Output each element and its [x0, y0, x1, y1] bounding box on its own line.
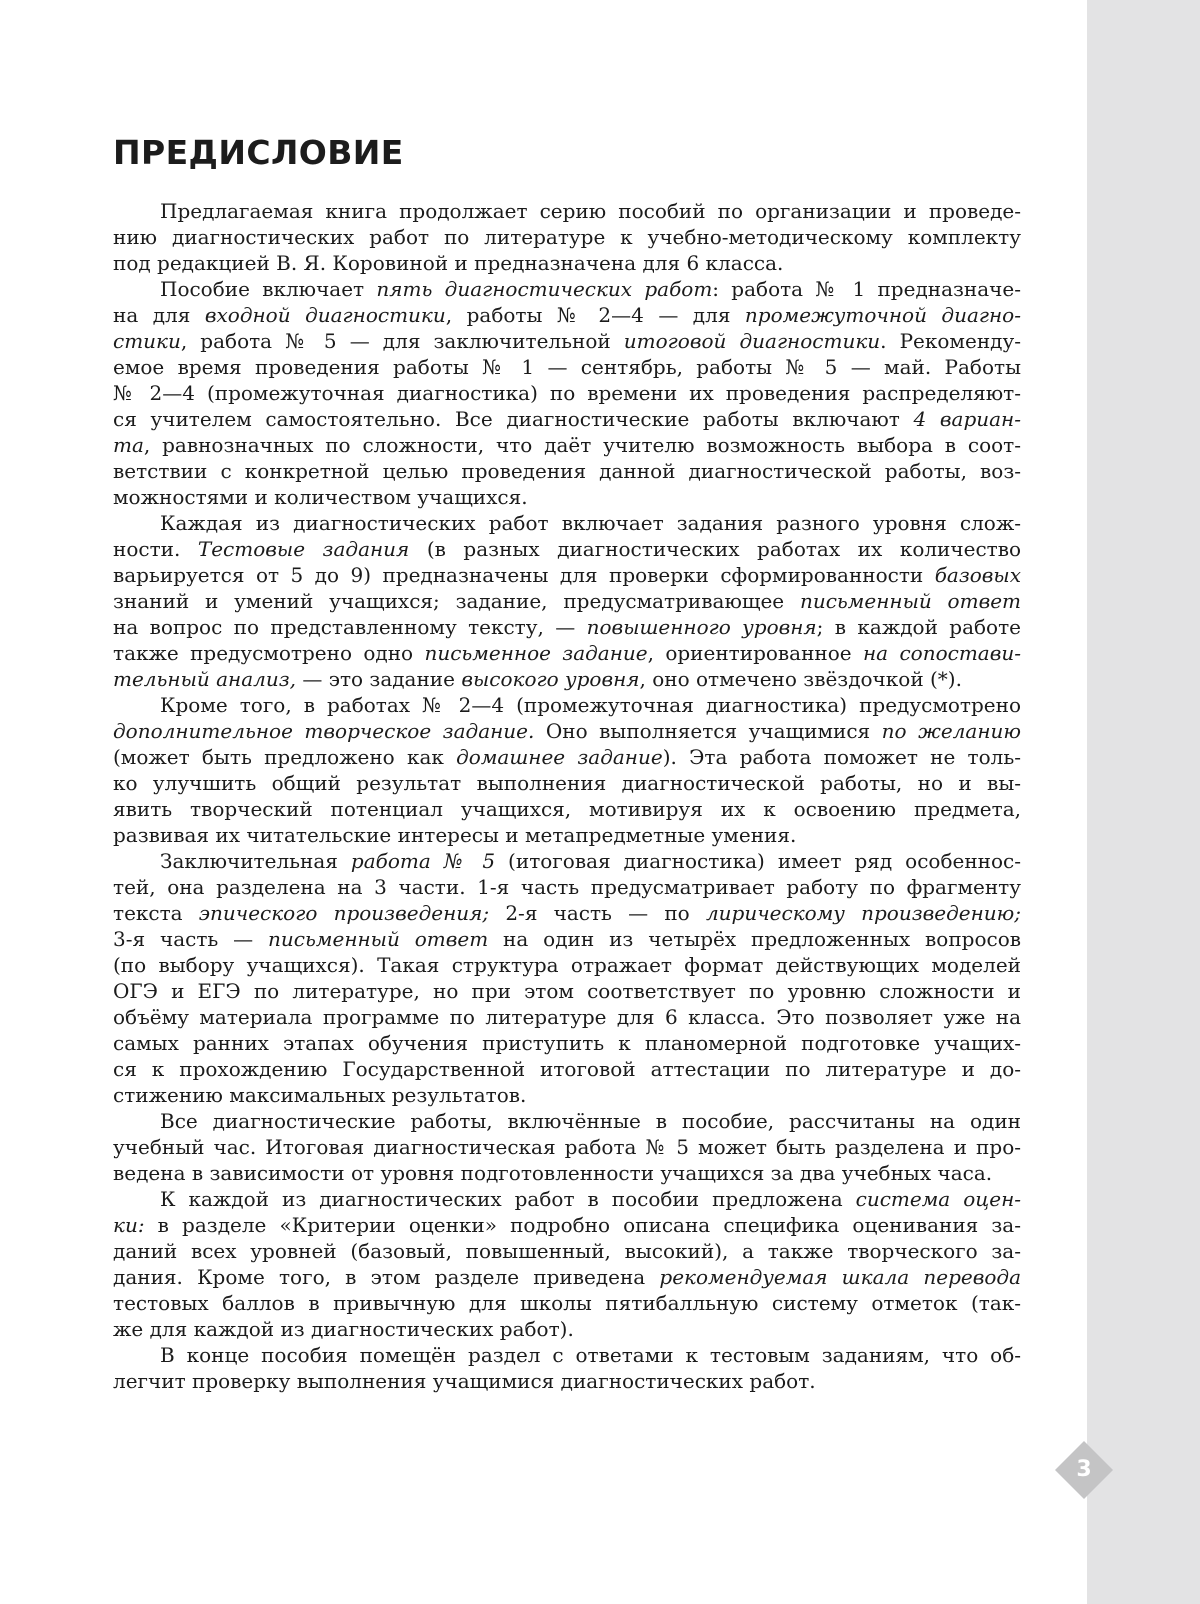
- text-segment: на для: [113, 303, 205, 327]
- text-segment: , оно отмечено звёздочкой (*).: [639, 667, 962, 691]
- text-segment: под редакцией В. Я. Коровиной и предназначена для 6 класса.: [113, 251, 784, 275]
- paragraph: [113, 276, 1021, 510]
- italic-text: лирическому произведению;: [705, 901, 1021, 925]
- text-segment: Оно выполняется учащимися: [534, 719, 882, 743]
- paragraph: [113, 1342, 1021, 1394]
- text-segment: же для каждой из диагностических работ).: [113, 1317, 574, 1341]
- text-segment: Кроме того, в работах № 2—4 (промежуточная диагностика) предусмотрено: [160, 693, 1021, 717]
- text-segment: учебный час. Итоговая диагностическая работа № 5 может быть разделена и про-: [113, 1135, 1021, 1159]
- text-line: [113, 770, 1021, 796]
- italic-text: Тестовые задания: [197, 537, 410, 561]
- page-number: 3: [1076, 1457, 1092, 1482]
- text-line: [113, 1290, 1021, 1316]
- text-line: [113, 666, 1021, 692]
- text-segment: Заключительная: [160, 849, 351, 873]
- paragraph: [113, 692, 1021, 848]
- text-line: [113, 1316, 1021, 1342]
- text-line: [113, 1238, 1021, 1264]
- text-line: [113, 224, 1021, 250]
- text-line: [113, 1212, 1021, 1238]
- italic-text: по желанию: [881, 719, 1022, 743]
- italic-text: письменный ответ: [268, 927, 489, 951]
- text-segment: дания. Кроме того, в этом разделе приведена: [113, 1265, 660, 1289]
- text-segment: Каждая из диагностических работ включает задания разного уровня слож-: [160, 511, 1021, 535]
- text-segment: , работы № 2—4 — для: [445, 303, 745, 327]
- text-segment: . Рекоменду-: [880, 329, 1021, 353]
- text-line: [113, 432, 1021, 458]
- text-line: [113, 562, 1021, 588]
- text-segment: ). Эта работа поможет не толь-: [662, 745, 1021, 769]
- text-line: [113, 692, 1021, 718]
- text-segment: (итоговая диагностика) имеет ряд особеннос-: [495, 849, 1022, 873]
- text-line: [113, 796, 1021, 822]
- text-segment: емое время проведения работы № 1 — сентябрь, работы № 5 — май. Работы: [113, 355, 1021, 379]
- italic-text: входной диагностики: [204, 303, 446, 327]
- text-segment: даний всех уровней (базовый, повышенный, высокий), а также творческого за-: [113, 1239, 1021, 1263]
- text-segment: ведена в зависимости от уровня подготовленности учащихся за два учебных часа.: [113, 1161, 993, 1185]
- text-segment: (в разных диагностических работах их количество: [409, 537, 1022, 561]
- text-line: [113, 1004, 1021, 1030]
- text-line: [113, 718, 1021, 744]
- text-segment: объёму материала программе по литературе для 6 класса. Это позволяет уже на: [113, 1005, 1021, 1029]
- text-segment: самых ранних этапах обучения приступить к планомерной подготовке учащих-: [113, 1031, 1021, 1055]
- page-number-badge: [1054, 1440, 1114, 1500]
- text-segment: также предусмотрено одно: [113, 641, 425, 665]
- text-line: [113, 1368, 1021, 1394]
- text-segment: 3-я часть —: [113, 927, 269, 951]
- text-line: [113, 302, 1021, 328]
- italic-text: эпического произведения;: [198, 901, 490, 925]
- text-line: [113, 354, 1021, 380]
- text-line: [113, 1082, 1021, 1108]
- text-segment: знаний и умений учащихся; задание, предусматривающее: [113, 589, 800, 613]
- text-segment: в разделе «Критерии оценки» подробно описана специфика оценивания за-: [144, 1213, 1021, 1237]
- text-segment: Все диагностические работы, включённые в пособие, рассчитаны на один: [160, 1109, 1021, 1133]
- text-segment: ко улучшить общий результат выполнения диагностической работы, но и вы-: [113, 771, 1021, 795]
- text-segment: (по выбору учащихся). Такая структура отражает формат действующих моделей: [113, 953, 1021, 977]
- text-segment: ся к прохождению Государственной итоговой аттестации по литературе и до-: [113, 1057, 1021, 1081]
- text-segment: на вопрос по представленному тексту, —: [113, 615, 587, 639]
- text-line: [113, 588, 1021, 614]
- text-segment: стижению максимальных результатов.: [113, 1083, 527, 1107]
- text-segment: Пособие включает: [160, 277, 377, 301]
- italic-text: письменное задание: [424, 641, 648, 665]
- text-line: [113, 458, 1021, 484]
- text-segment: № 2—4 (промежуточная диагностика) по времени их проведения распределяют-: [113, 381, 1021, 405]
- text-line: [113, 406, 1021, 432]
- text-segment: (может быть предложено как: [113, 745, 457, 769]
- italic-text: пять диагностических работ: [376, 277, 713, 301]
- italic-text: повышенного уровня: [586, 615, 817, 639]
- text-segment: В конце пособия помещён раздел с ответами к тестовым заданиям, что об-: [160, 1343, 1021, 1367]
- text-line: [113, 874, 1021, 900]
- text-segment: варьируется от 5 до 9) предназначены для проверки сформированности: [113, 563, 935, 587]
- italic-text: система оцен-: [855, 1187, 1022, 1211]
- text-line: [113, 380, 1021, 406]
- italic-text: рекомендуемая шкала перевода: [659, 1265, 1021, 1289]
- paragraph: [113, 1186, 1021, 1342]
- text-line: [113, 900, 1021, 926]
- italic-text: ки:: [113, 1213, 145, 1237]
- text-segment: тестовых баллов в привычную для школы пятибалльную систему отметок (так-: [113, 1291, 1021, 1315]
- text-line: [113, 250, 1021, 276]
- text-segment: , ориентированное: [647, 641, 863, 665]
- text-segment: ОГЭ и ЕГЭ по литературе, но при этом соответствует по уровню сложности и: [113, 979, 1021, 1003]
- page-title: ПРЕДИСЛОВИЕ: [113, 133, 404, 172]
- text-line: [113, 978, 1021, 1004]
- text-line: [113, 1056, 1021, 1082]
- body-text: [113, 198, 1021, 1394]
- text-line: [113, 1264, 1021, 1290]
- text-segment: нию диагностических работ по литературе к учебно-методическому комплекту: [113, 225, 1021, 249]
- text-segment: ся учителем самостоятельно. Все диагностические работы включают: [113, 407, 914, 431]
- italic-text: дополнительное творческое задание.: [113, 719, 535, 743]
- text-segment: — это задание: [296, 667, 462, 691]
- text-line: [113, 848, 1021, 874]
- text-line: [113, 536, 1021, 562]
- text-segment: ности.: [113, 537, 198, 561]
- text-segment: тей, она разделена на 3 части. 1-я часть предусматривает работу по фрагменту: [113, 875, 1021, 899]
- text-line: [113, 510, 1021, 536]
- paragraph: [113, 510, 1021, 692]
- text-line: [113, 328, 1021, 354]
- text-line: [113, 926, 1021, 952]
- text-segment: развивая их читательские интересы и метапредметные умения.: [113, 823, 797, 847]
- text-segment: К каждой из диагностических работ в пособии предложена: [160, 1187, 856, 1211]
- text-segment: на один из четырёх предложенных вопросов: [488, 927, 1022, 951]
- text-line: [113, 276, 1021, 302]
- italic-text: тельный анализ,: [113, 667, 297, 691]
- italic-text: промежуточной диагно-: [744, 303, 1021, 327]
- text-segment: легчит проверку выполнения учащимися диагностических работ.: [113, 1369, 816, 1393]
- text-segment: , равнозначных по сложности, что даёт учителю возможность выбора в соот-: [143, 433, 1021, 457]
- text-line: [113, 822, 1021, 848]
- paragraph: [113, 198, 1021, 276]
- paragraph: [113, 848, 1021, 1108]
- italic-text: 4 вариан-: [913, 407, 1021, 431]
- text-line: [113, 614, 1021, 640]
- italic-text: на сопостави-: [863, 641, 1021, 665]
- side-strip: [1087, 0, 1200, 1604]
- text-line: [113, 1030, 1021, 1056]
- italic-text: итоговой диагностики: [623, 329, 881, 353]
- text-segment: : работа № 1 предназначе-: [712, 277, 1021, 301]
- italic-text: та: [113, 433, 144, 457]
- text-line: [113, 1134, 1021, 1160]
- text-line: [113, 744, 1021, 770]
- text-segment: текста: [113, 901, 199, 925]
- text-segment: Предлагаемая книга продолжает серию пособий по организации и проведе-: [160, 199, 1021, 223]
- text-line: [113, 1186, 1021, 1212]
- text-line: [113, 640, 1021, 666]
- text-line: [113, 952, 1021, 978]
- italic-text: домашнее задание: [456, 745, 663, 769]
- italic-text: стики: [113, 329, 181, 353]
- text-segment: , работа № 5 — для заключительной: [180, 329, 624, 353]
- text-line: [113, 1160, 1021, 1186]
- italic-text: базовых: [934, 563, 1021, 587]
- text-segment: явить творческий потенциал учащихся, мотивируя их к освоению предмета,: [113, 797, 1021, 821]
- italic-text: высокого уровня: [461, 667, 640, 691]
- text-segment: ветствии с конкретной целью проведения данной диагностической работы, воз-: [113, 459, 1021, 483]
- italic-text: работа № 5: [350, 849, 496, 873]
- text-line: [113, 484, 1021, 510]
- text-line: [113, 198, 1021, 224]
- paragraph: [113, 1108, 1021, 1186]
- text-segment: 2-я часть — по: [489, 901, 706, 925]
- italic-text: письменный ответ: [799, 589, 1022, 613]
- text-line: [113, 1108, 1021, 1134]
- text-line: [113, 1342, 1021, 1368]
- text-segment: ; в каждой работе: [816, 615, 1021, 639]
- text-segment: можностями и количеством учащихся.: [113, 485, 528, 509]
